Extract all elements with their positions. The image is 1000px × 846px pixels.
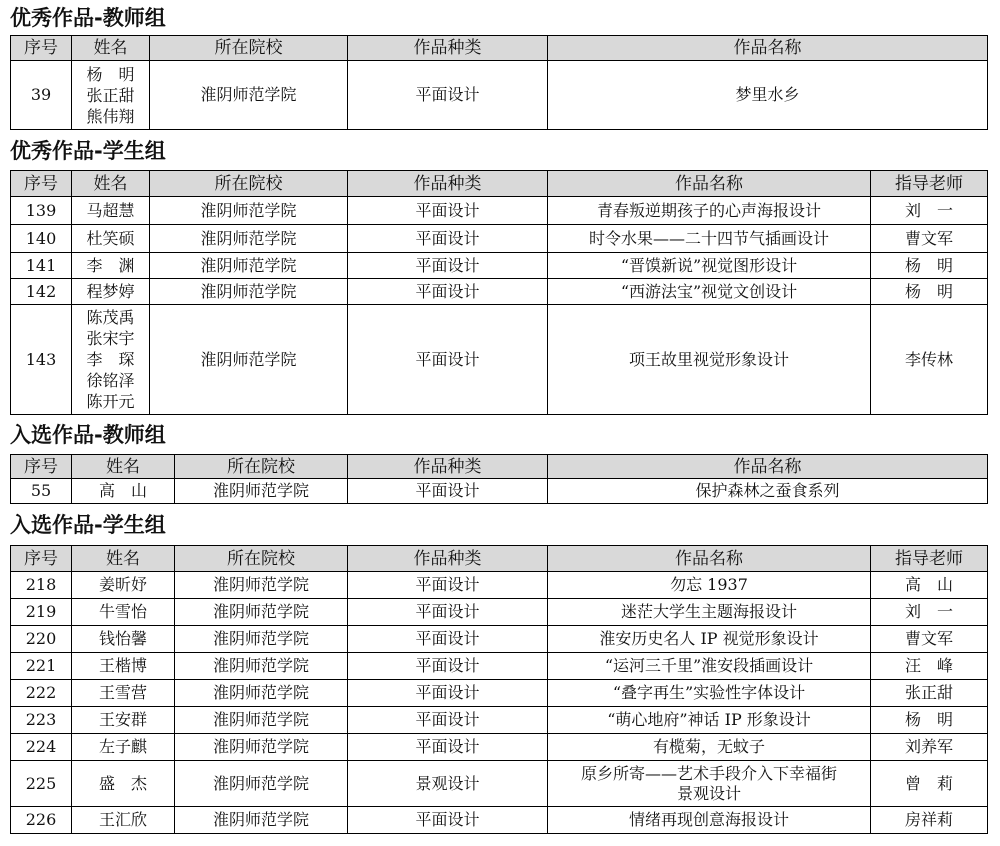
cell-school: 淮阴师范学院 <box>175 707 348 734</box>
cell-work: 时令水果——二十四节气插画设计 <box>548 225 871 253</box>
cell-work: 淮安历史名人 IP 视觉形象设计 <box>548 626 871 653</box>
section-title-excellent-student: 优秀作品-学生组 <box>10 139 166 163</box>
cell-category: 平面设计 <box>348 197 548 225</box>
name-entry: 张宋宇 <box>86 329 135 348</box>
cell-seq: 143 <box>11 305 72 415</box>
cell-seq: 223 <box>11 707 72 734</box>
cell-category: 平面设计 <box>348 225 548 253</box>
name-entry: 杨 明 <box>86 64 135 84</box>
cell-names: 王汇欣 <box>72 807 175 834</box>
table-row <box>11 253 988 279</box>
cell-category: 平面设计 <box>348 572 548 599</box>
header-row <box>11 171 988 197</box>
cell-school: 淮阴师范学院 <box>150 197 348 225</box>
cell-category: 平面设计 <box>348 734 548 761</box>
cell-seq: 225 <box>11 761 72 807</box>
cell-school: 淮阴师范学院 <box>175 761 348 807</box>
header-category: 作品种类 <box>348 36 548 61</box>
table-row <box>11 61 988 130</box>
cell-work: “萌心地府”神话 IP 形象设计 <box>548 707 871 734</box>
name-entry: 张正甜 <box>86 85 135 105</box>
name-entry: 徐铭泽 <box>86 371 135 390</box>
cell-advisor: 高 山 <box>871 572 988 599</box>
header-category: 作品种类 <box>348 546 548 572</box>
cell-names: 姜昕妤 <box>72 572 175 599</box>
table-row <box>11 734 988 761</box>
table-row <box>11 761 988 807</box>
cell-advisor: 刘 一 <box>871 197 988 225</box>
cell-names: 牛雪怡 <box>72 599 175 626</box>
header-seq: 序号 <box>11 455 72 479</box>
cell-names: 钱怡馨 <box>72 626 175 653</box>
header-row <box>11 546 988 572</box>
cell-advisor: 曹文军 <box>871 225 988 253</box>
cell-seq: 221 <box>11 653 72 680</box>
cell-seq: 219 <box>11 599 72 626</box>
cell-names: 左子麒 <box>72 734 175 761</box>
cell-school: 淮阴师范学院 <box>150 61 348 130</box>
cell-seq: 220 <box>11 626 72 653</box>
cell-seq: 55 <box>11 479 72 504</box>
cell-work: “西游法宝”视觉文创设计 <box>548 279 871 305</box>
cell-names: 王雪营 <box>72 680 175 707</box>
header-work: 作品名称 <box>548 171 871 197</box>
cell-work: 项王故里视觉形象设计 <box>548 305 871 415</box>
cell-names <box>72 61 150 130</box>
cell-advisor: 刘 一 <box>871 599 988 626</box>
table-row <box>11 197 988 225</box>
cell-category: 平面设计 <box>348 626 548 653</box>
table-row <box>11 807 988 834</box>
header-seq: 序号 <box>11 171 72 197</box>
cell-work: 保护森林之蚕食系列 <box>548 479 988 504</box>
cell-work: 梦里水乡 <box>548 61 988 130</box>
name-entry: 熊伟翔 <box>86 106 135 126</box>
cell-advisor: 曹文军 <box>871 626 988 653</box>
header-name: 姓名 <box>72 171 150 197</box>
header-seq: 序号 <box>11 546 72 572</box>
cell-school: 淮阴师范学院 <box>175 626 348 653</box>
cell-school: 淮阴师范学院 <box>150 225 348 253</box>
table-row <box>11 572 988 599</box>
cell-advisor: 汪 峰 <box>871 653 988 680</box>
cell-advisor: 杨 明 <box>871 707 988 734</box>
name-entry: 陈茂禹 <box>86 308 135 327</box>
cell-work: “叠字再生”实验性字体设计 <box>548 680 871 707</box>
header-category: 作品种类 <box>348 171 548 197</box>
cell-advisor: 房祥莉 <box>871 807 988 834</box>
header-category: 作品种类 <box>348 455 548 479</box>
cell-category: 平面设计 <box>348 479 548 504</box>
cell-seq: 218 <box>11 572 72 599</box>
cell-advisor: 刘养军 <box>871 734 988 761</box>
header-school: 所在院校 <box>150 36 348 61</box>
cell-names: 杜笑硕 <box>72 225 150 253</box>
cell-advisor: 曾 莉 <box>871 761 988 807</box>
section-title-excellent-teacher: 优秀作品-教师组 <box>10 6 166 30</box>
table-row <box>11 599 988 626</box>
header-row <box>11 36 988 61</box>
name-entry: 李 琛 <box>86 350 135 369</box>
header-name: 姓名 <box>72 455 175 479</box>
cell-names: 马超慧 <box>72 197 150 225</box>
cell-advisor: 张正甜 <box>871 680 988 707</box>
table-row <box>11 653 988 680</box>
cell-school: 淮阴师范学院 <box>175 599 348 626</box>
cell-names: 李 渊 <box>72 253 150 279</box>
cell-school: 淮阴师范学院 <box>175 653 348 680</box>
cell-seq: 142 <box>11 279 72 305</box>
cell-work <box>548 761 871 807</box>
cell-category: 平面设计 <box>348 305 548 415</box>
cell-advisor: 杨 明 <box>871 253 988 279</box>
header-row <box>11 455 988 479</box>
table-excellent-teacher <box>10 35 988 130</box>
cell-school: 淮阴师范学院 <box>175 734 348 761</box>
cell-category: 景观设计 <box>348 761 548 807</box>
cell-school: 淮阴师范学院 <box>150 279 348 305</box>
cell-names: 高 山 <box>72 479 175 504</box>
cell-work: 青春叛逆期孩子的心声海报设计 <box>548 197 871 225</box>
cell-seq: 224 <box>11 734 72 761</box>
cell-seq: 222 <box>11 680 72 707</box>
table-row <box>11 479 988 504</box>
cell-school: 淮阴师范学院 <box>175 807 348 834</box>
cell-work: “晋馍新说”视觉图形设计 <box>548 253 871 279</box>
cell-names <box>72 305 150 415</box>
table-row <box>11 707 988 734</box>
work-line: 原乡所寄——艺术手段介入下幸福街 <box>580 763 837 783</box>
section-title-selected-student: 入选作品-学生组 <box>10 513 166 537</box>
cell-category: 平面设计 <box>348 61 548 130</box>
table-row <box>11 305 988 415</box>
header-advisor: 指导老师 <box>871 171 988 197</box>
cell-seq: 226 <box>11 807 72 834</box>
cell-work: “运河三千里”淮安段插画设计 <box>548 653 871 680</box>
name-entry: 陈开元 <box>86 392 135 411</box>
header-work: 作品名称 <box>548 546 871 572</box>
cell-advisor: 杨 明 <box>871 279 988 305</box>
table-excellent-student <box>10 170 988 415</box>
cell-work: 有榄菊，无蚊子 <box>548 734 871 761</box>
header-school: 所在院校 <box>150 171 348 197</box>
header-name: 姓名 <box>72 546 175 572</box>
table-row <box>11 626 988 653</box>
cell-names: 王楷博 <box>72 653 175 680</box>
cell-category: 平面设计 <box>348 807 548 834</box>
cell-school: 淮阴师范学院 <box>150 305 348 415</box>
cell-category: 平面设计 <box>348 680 548 707</box>
cell-category: 平面设计 <box>348 599 548 626</box>
table-selected-student <box>10 545 988 834</box>
table-selected-teacher <box>10 454 988 504</box>
cell-school: 淮阴师范学院 <box>175 572 348 599</box>
header-school: 所在院校 <box>175 455 348 479</box>
cell-category: 平面设计 <box>348 253 548 279</box>
cell-work: 情绪再现创意海报设计 <box>548 807 871 834</box>
cell-work: 勿忘 1937 <box>548 572 871 599</box>
table-row <box>11 680 988 707</box>
header-name: 姓名 <box>72 36 150 61</box>
header-seq: 序号 <box>11 36 72 61</box>
cell-category: 平面设计 <box>348 653 548 680</box>
header-advisor: 指导老师 <box>871 546 988 572</box>
table-row <box>11 225 988 253</box>
cell-names: 程梦婷 <box>72 279 150 305</box>
header-school: 所在院校 <box>175 546 348 572</box>
cell-seq: 141 <box>11 253 72 279</box>
cell-seq: 39 <box>11 61 72 130</box>
cell-seq: 140 <box>11 225 72 253</box>
cell-names: 盛 杰 <box>72 761 175 807</box>
header-work: 作品名称 <box>548 455 988 479</box>
table-row <box>11 279 988 305</box>
section-title-selected-teacher: 入选作品-教师组 <box>10 423 166 447</box>
work-line: 景观设计 <box>676 783 741 803</box>
cell-names: 王安群 <box>72 707 175 734</box>
cell-work: 迷茫大学生主题海报设计 <box>548 599 871 626</box>
cell-seq: 139 <box>11 197 72 225</box>
cell-school: 淮阴师范学院 <box>175 479 348 504</box>
cell-advisor: 李传林 <box>871 305 988 415</box>
header-work: 作品名称 <box>548 36 988 61</box>
cell-category: 平面设计 <box>348 707 548 734</box>
cell-school: 淮阴师范学院 <box>175 680 348 707</box>
cell-category: 平面设计 <box>348 279 548 305</box>
cell-school: 淮阴师范学院 <box>150 253 348 279</box>
